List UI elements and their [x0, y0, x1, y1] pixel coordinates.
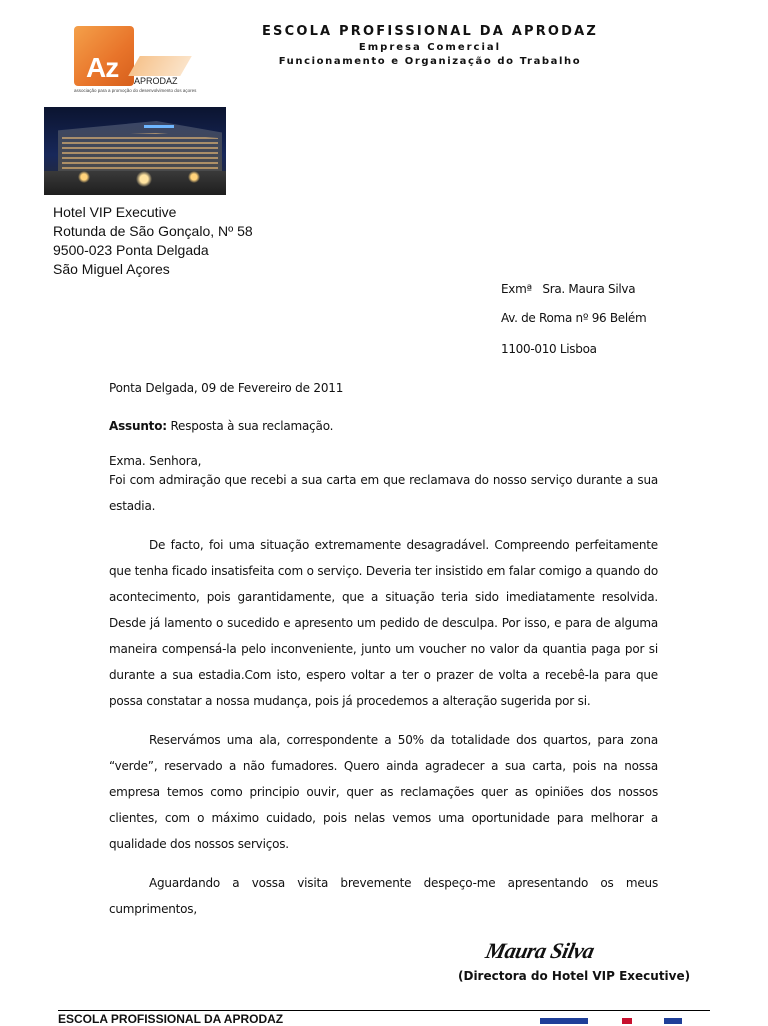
- paragraph-2-line-1: De facto, foi uma situação extremamente desagradável. Compreendo perfeitamente: [149, 538, 658, 552]
- recipient-street: Av. de Roma nº 96 Belém: [501, 311, 647, 325]
- paragraph-3-line-1: Reservámos uma ala, correspondente a 50% da totalidade dos quartos, para zona: [149, 733, 658, 747]
- school-subtitle-1: Empresa Comercial: [358, 42, 502, 53]
- paragraph-2-line-5: maneira compensá-la pelo inconveniente, junto um voucher no valor da quantia paga por si: [109, 642, 658, 656]
- paragraph-4-line-1: Aguardando a vossa visita brevemente despeço-me apresentando os meus: [149, 876, 658, 890]
- recipient-city: 1100-010 Lisboa: [501, 342, 597, 356]
- letter-subject: [109, 419, 333, 433]
- logo-brand: APRODAZ: [134, 76, 178, 86]
- signature-title: (Directora do Hotel VIP Executive): [458, 969, 691, 983]
- paragraph-3-line-3: empresa temos como principio ouvir, quer as reclamações quer as opiniões dos nossos: [109, 785, 658, 799]
- eu-flag-icon: [540, 1018, 588, 1024]
- paragraph-1-line-2: estadia.: [109, 499, 156, 513]
- subject-text: Resposta à sua reclamação.: [166, 419, 334, 433]
- recipient-name: Exmª Sra. Maura Silva: [501, 282, 636, 296]
- paragraph-2-line-7: possa constatar a nossa mudança, pois já procedemos a alteração sugerida por si.: [109, 694, 591, 708]
- sender-line-1: Hotel VIP Executive: [53, 204, 177, 220]
- paragraph-3-line-2: “verde”, reservado a não fumadores. Quero ainda agradecer a sua carta, pois na nossa: [109, 759, 658, 773]
- paragraph-2-line-2: que tenha ficado insatisfeita com o serviço. Deveria ter insistido em falar comigo a quando do: [109, 564, 658, 578]
- logo-stripe: [128, 56, 192, 76]
- school-subtitle-2: Funcionamento e Organização do Trabalho: [278, 56, 582, 67]
- signature: Maura Silva: [483, 938, 597, 963]
- partner-logo-icon: [622, 1018, 632, 1024]
- sender-line-4: São Miguel Açores: [53, 261, 170, 277]
- paragraph-3-line-4: clientes, com o máximo cuidado, pois nelas vemos uma oportunidade para melhorar a: [109, 811, 658, 825]
- paragraph-2-line-4: Desde já lamento o sucedido e apresento um pedido de desculpa. Por isso, e para de alguma: [109, 616, 658, 630]
- government-logo-icon: [664, 1018, 682, 1024]
- school-name: ESCOLA PROFISSIONAL DA APRODAZ: [261, 24, 599, 39]
- subject-label: Assunto:: [109, 419, 167, 433]
- paragraph-3-line-5: qualidade dos nossos serviços.: [109, 837, 289, 851]
- logo-tagline: associação para a promoção do desenvolvimento dos açores: [74, 88, 197, 93]
- sender-line-3: 9500-023 Ponta Delgada: [53, 242, 209, 258]
- paragraph-2-line-3: acontecimento, pois garantidamente, que a situação teria sido imediatamente resolvida.: [109, 590, 658, 604]
- paragraph-1-line-1: Foi com admiração que recebi a sua carta em que reclamava do nosso serviço durante a sua: [109, 473, 658, 487]
- footer-school-name: ESCOLA PROFISSIONAL DA APRODAZ: [58, 1012, 284, 1026]
- hotel-photo: [44, 107, 226, 195]
- letter-date: Ponta Delgada, 09 de Fevereiro de 2011: [109, 381, 344, 395]
- footer-divider: [58, 1010, 710, 1011]
- logo-letters: Az: [86, 52, 119, 83]
- salutation: Exma. Senhora,: [109, 454, 202, 468]
- paragraph-2-line-6: durante a sua estadia.Com isto, espero voltar a ter o prazer de volta a recebê-la para que: [109, 668, 658, 682]
- sender-line-2: Rotunda de São Gonçalo, Nº 58: [53, 223, 253, 239]
- paragraph-4-line-2: cumprimentos,: [109, 902, 197, 916]
